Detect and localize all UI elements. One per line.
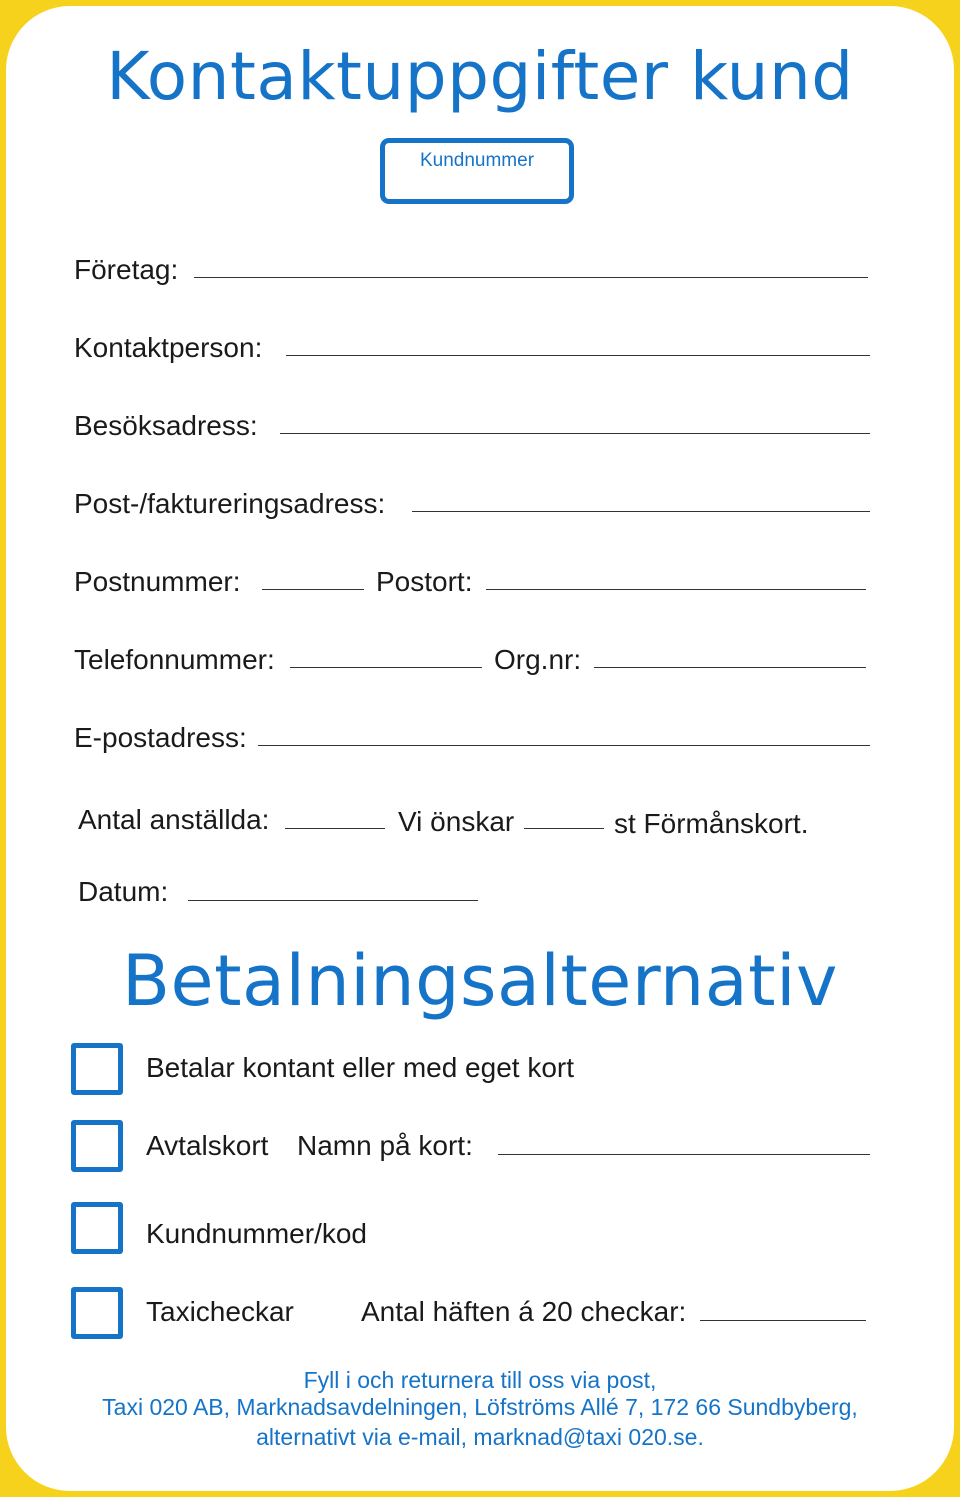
email-line[interactable] [258,745,870,746]
customer-code-checkbox[interactable] [71,1202,123,1254]
visit-address-label: Besöksadress: [74,410,258,441]
visit-address-line[interactable] [280,433,870,434]
contact-person-line[interactable] [286,355,870,356]
phone-label: Telefonnummer: [74,644,275,675]
company-label: Företag: [74,254,179,285]
booklets-label: Antal häften á 20 checkar: [361,1296,687,1327]
email-label: E-postadress: [74,722,247,753]
footer-email: alternativt via e-mail, marknad@taxi 020.se. [256,1424,704,1450]
booklets-line[interactable] [700,1320,866,1321]
taxi-checks-label: Taxicheckar [146,1296,294,1327]
benefit-cards-label: st Förmånskort. [614,808,809,839]
customer-number-label: Kundnummer [419,150,535,171]
card-name-line[interactable] [498,1154,870,1155]
date-label: Datum: [78,876,169,907]
company-line[interactable] [194,277,868,278]
postal-code-label: Postnummer: [74,566,241,597]
postal-code-line[interactable] [262,589,364,590]
employees-line[interactable] [285,828,385,829]
customer-number-box[interactable] [380,138,574,204]
taxi-checks-checkbox[interactable] [71,1287,123,1339]
city-label: Postort: [376,566,473,597]
contact-person-label: Kontaktperson: [74,332,263,363]
org-nr-line[interactable] [594,667,866,668]
form-title: Kontaktuppgifter kund [106,38,854,115]
we-want-label: Vi önskar [398,806,515,837]
phone-line[interactable] [290,667,482,668]
employees-label: Antal anställda: [78,804,270,835]
city-line[interactable] [486,589,866,590]
agreement-card-checkbox[interactable] [71,1120,123,1172]
org-nr-label: Org.nr: [494,644,582,675]
agreement-card-label: Avtalskort [146,1130,269,1161]
payment-title: Betalningsalternativ [122,940,838,1022]
date-line[interactable] [188,900,478,901]
card-name-label: Namn på kort: [297,1130,473,1161]
customer-code-label: Kundnummer/kod [146,1218,368,1249]
footer-address: Taxi 020 AB, Marknadsavdelningen, Löfströms Allé 7, 172 66 Sundbyberg, [102,1394,858,1420]
benefit-cards-count-line[interactable] [524,828,604,829]
postal-billing-address-line[interactable] [412,511,870,512]
footer-instructions: Fyll i och returnera till oss via post, [303,1367,657,1393]
cash-checkbox[interactable] [71,1043,123,1095]
cash-option-label: Betalar kontant eller med eget kort [146,1052,575,1083]
postal-billing-address-label: Post-/faktureringsadress: [74,488,386,519]
